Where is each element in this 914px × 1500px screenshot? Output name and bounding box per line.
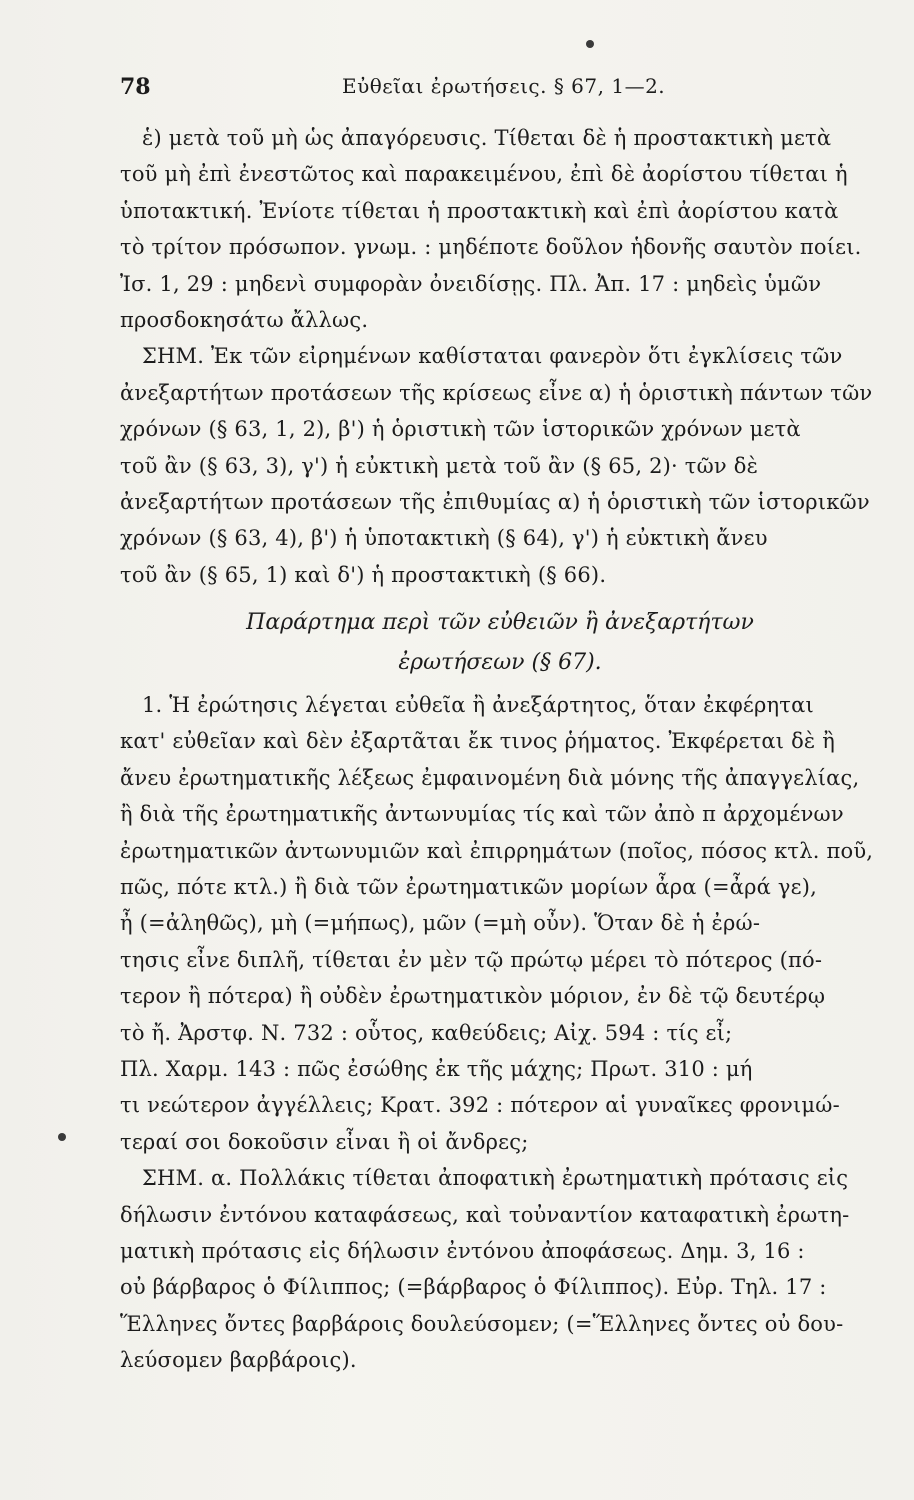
text-line: ἑ) μετὰ τοῦ μὴ ὡς ἀπαγόρευσις. Τίθεται δὲ ἡ προστακτικὴ μετὰ <box>142 126 832 150</box>
text-line: ΣΗΜ. α. Πολλάκις τίθεται ἀποφατικὴ ἐρωτηματικὴ πρότασις εἰς <box>142 1166 849 1191</box>
text-line: Ἰσ. 1, 29 : μηδενὶ συμφορὰν ὀνειδίσῃς. Πλ. Ἀπ. 17 : μηδεὶς ὑμῶν <box>120 271 822 296</box>
text-line: κατ' εὐθεῖαν καὶ δὲν ἐξαρτᾶται ἔκ τινος ῥήματος. Ἐκφέρεται δὲ ἢ <box>120 729 836 754</box>
text-line: πῶς, πότε κτλ.) ἢ διὰ τῶν ἐρωτηματικῶν μορίων ἆρα (=ἆρά γε), <box>120 875 818 900</box>
text-line: τοῦ ἂν (§ 63, 3), γ') ἡ εὐκτικὴ μετὰ τοῦ ἂν (§ 65, 2)· τῶν δὲ <box>120 453 759 478</box>
text-line: λεύσομεν βαρβάροις). <box>120 1348 357 1373</box>
text-line: ἐρωτηματικῶν ἀντωνυμιῶν καὶ ἐπιρρημάτων (ποῖος, πόσος κτλ. ποῦ, <box>120 838 874 863</box>
text-line: τεραί σοι δοκοῦσιν εἶναι ἢ οἱ ἄνδρες; <box>120 1129 529 1154</box>
text-line: ἄνευ ἐρωτηματικῆς λέξεως ἐμφαινομένη διὰ μόνης τῆς ἀπαγγελίας, <box>120 765 860 790</box>
text-line: τοῦ μὴ ἐπὶ ἐνεστῶτος καὶ παρακειμένου, ἐπὶ δὲ ἀορίστου τίθεται ἡ <box>120 162 848 187</box>
note-2 <box>120 1160 880 1378</box>
text-line: 1. Ἡ ἐρώτησις λέγεται εὐθεῖα ἢ ἀνεξάρτητος, ὅταν ἐκφέρηται <box>142 693 814 718</box>
text-line: χρόνων (§ 63, 4), β') ἡ ὑποτακτικὴ (§ 64), γ') ἡ εὐκτικὴ ἄνευ <box>120 526 768 551</box>
text-line: ἦ (=ἀληθῶς), μὴ (=μήπως), μῶν (=μὴ οὖν). Ὅταν δὲ ἡ ἐρώ- <box>120 911 761 936</box>
text-line: ἀνεξαρτήτων προτάσεων τῆς κρίσεως εἶνε α) ἡ ὁριστικὴ πάντων τῶν <box>120 380 873 405</box>
text-line: τι νεώτερον ἀγγέλλεις; Κρατ. 392 : πότερον αἱ γυναῖκες φρονιμώ- <box>120 1093 840 1118</box>
text-line: ΣΗΜ. Ἐκ τῶν εἰρημένων καθίσταται φανερὸν ὅτι ἐγκλίσεις τῶν <box>142 344 843 369</box>
appendix-title-line-2: ἐρωτήσεων (§ 67). <box>398 650 602 676</box>
text-line: δήλωσιν ἐντόνου καταφάσεως, καὶ τοὐναντίον καταφατικὴ ἐρωτη- <box>120 1202 850 1227</box>
note-1 <box>120 338 880 593</box>
text-line: τησις εἶνε διπλῆ, τίθεται ἐν μὲν τῷ πρώτῳ μέρει τὸ πότερος (πό- <box>120 947 823 972</box>
text-line: προσδοκησάτω ἄλλως. <box>120 307 369 332</box>
appendix-heading <box>120 603 880 683</box>
spacer <box>120 593 880 603</box>
page-body <box>120 120 880 1379</box>
text-line: ματικὴ πρότασις εἰς δήλωσιν ἐντόνου ἀποφάσεως. Δημ. 3, 16 : <box>120 1238 805 1263</box>
paragraph-e <box>120 120 880 338</box>
text-line: ἀνεξαρτήτων προτάσεων τῆς ἐπιθυμίας α) ἡ ὁριστικὴ τῶν ἱστορικῶν <box>120 489 870 514</box>
text-line: τερον ἢ πότερα) ἢ οὐδὲν ἐρωτηματικὸν μόριον, ἐν δὲ τῷ δευτέρῳ <box>120 984 826 1009</box>
text-line: Πλ. Χαρμ. 143 : πῶς ἐσώθης ἐκ τῆς μάχης; Πρωτ. 310 : μή <box>120 1056 753 1081</box>
appendix-title-line-1: Παράρτημα περὶ τῶν εὐθειῶν ἢ ἀνεξαρτήτων <box>246 610 754 636</box>
page-number: 78 <box>120 74 151 100</box>
text-line: ἢ διὰ τῆς ἐρωτηματικῆς ἀντωνυμίας τίς καὶ τῶν ἀπὸ π ἀρχομένων <box>120 802 844 827</box>
text-line: χρόνων (§ 63, 1, 2), β') ἡ ὁριστικὴ τῶν ἱστορικῶν χρόνων μετὰ <box>120 417 801 442</box>
ink-spot-margin <box>58 1133 66 1141</box>
text-line: ὑποτακτική. Ἐνίοτε τίθεται ἡ προστακτικὴ καὶ ἐπὶ ἀορίστου κατὰ <box>120 198 839 223</box>
text-line: τὸ τρίτον πρόσωπον. γνωμ. : μηδέποτε δοῦλον ἡδονῆς σαυτὸν ποίει. <box>120 235 862 260</box>
text-line: Ἕλληνες ὄντες βαρβάροις δουλεύσομεν; (=Ἕλληνες ὄντες οὐ δου- <box>120 1311 844 1336</box>
text-line: τοῦ ἂν (§ 65, 1) καὶ δ') ἡ προστακτικὴ (§ 66). <box>120 562 607 587</box>
paragraph-1 <box>120 687 880 1160</box>
running-title: Εὐθεῖαι ἐρωτήσεις. § 67, 1—2. <box>342 74 666 98</box>
ink-spot-top <box>586 40 594 48</box>
page-header <box>120 66 880 106</box>
text-line: τὸ ἤ. Ἀρστφ. Ν. 732 : οὗτος, καθεύδεις; Αἰχ. 594 : τίς εἶ; <box>120 1020 733 1045</box>
text-line: οὐ βάρβαρος ὁ Φίλιππος; (=βάρβαρος ὁ Φίλιππος). Εὐρ. Τηλ. 17 : <box>120 1275 827 1300</box>
